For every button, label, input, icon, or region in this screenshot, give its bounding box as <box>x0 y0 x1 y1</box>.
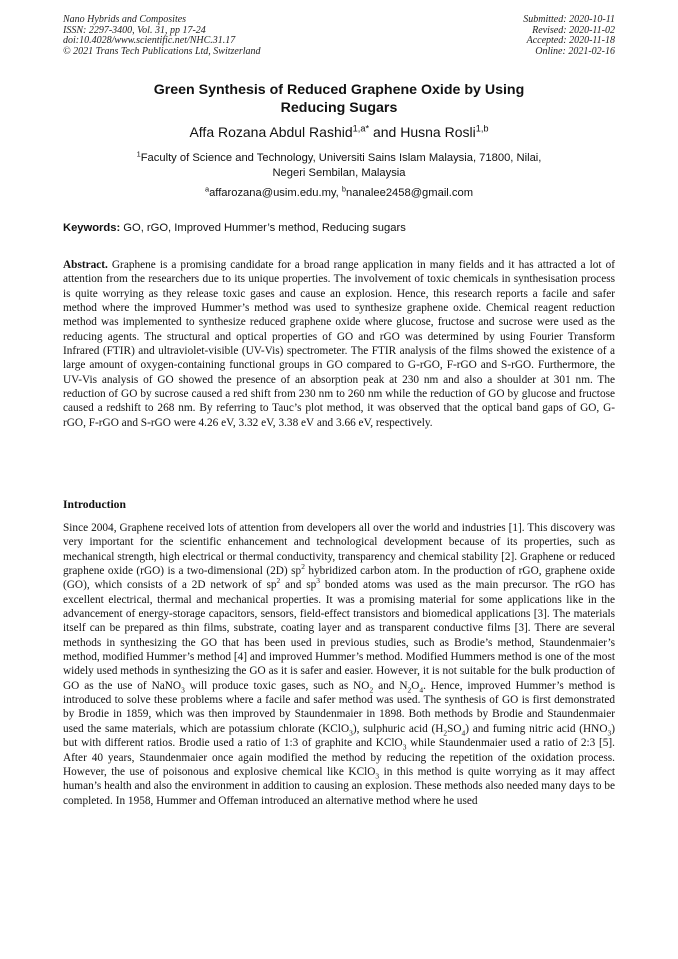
affiliation-marker: 1 <box>136 149 141 159</box>
intro-text: ) but with different ratios. Brodie used a ratio of 1:3 of graphite and KClO <box>63 722 615 750</box>
abstract-label: Abstract. <box>63 259 108 271</box>
intro-sub: 2 <box>443 728 448 738</box>
intro-text: hybridized carbon atom. In the production of rGO, graphene oxide (GO), which consists of a 2D network of sp <box>63 565 615 592</box>
date-submitted: Submitted: 2020-10-11 <box>523 14 615 25</box>
keywords <box>63 221 615 235</box>
intro-sup: 3 <box>316 576 320 586</box>
author-list <box>63 123 615 141</box>
author-1-affiliation: 1,a* <box>352 123 370 134</box>
email-a-marker: a <box>204 184 210 194</box>
intro-sub: 3 <box>349 728 353 738</box>
date-online: Online: 2021-02-16 <box>535 45 615 57</box>
intro-text: will produce toxic gases, such as NO <box>184 679 370 692</box>
intro-text: O <box>411 679 420 692</box>
abstract <box>63 258 615 430</box>
intro-text: Since 2004, Graphene received lots of attention from developers all over the world and industries [1]. This discovery was very important for the scientific enhancement and technological development because of its properties, such as mechanical strength, high electrical or thermal conductivity, transparency and chemical stability [2]. Graphene or reduced graphene oxide (rGO) is a two-dimensional (2D) sp <box>63 522 615 578</box>
intro-sub: 2 <box>369 685 374 695</box>
author-1-name: Affa Rozana Abdul Rashid <box>189 124 353 140</box>
date-accepted: Accepted: 2020-11-18 <box>526 35 615 47</box>
affiliation <box>63 151 615 182</box>
introduction-heading: Introduction <box>63 498 126 511</box>
intro-text: ) and fuming nitric acid (HNO <box>465 722 608 735</box>
intro-text: and N <box>373 679 408 692</box>
date-revised: Revised: 2020-11-02 <box>532 24 615 36</box>
intro-text: . Hence, improved Hummer’s method is introduced to solve these problems where a facile and safer method was used. The synthesis of GO is first demonstrated by Brodie in 1859, which was then improved by Staundenmaier in 1898. Both methods by Brodie and Staundenmaier used the same materials, which are potassium chlorate (KClO <box>63 679 616 735</box>
email-b-marker: b <box>341 184 346 194</box>
title-line-2: Reducing Sugars <box>280 99 398 116</box>
introduction-body <box>63 521 615 808</box>
author-connector: and <box>369 124 401 140</box>
intro-sub: 3 <box>607 728 612 738</box>
title-line-1: Green Synthesis of Reduced Graphene Oxide by Using <box>153 82 525 98</box>
intro-sub: 2 <box>407 685 412 695</box>
affiliation-line-2: Negeri Sembilan, Malaysia <box>272 167 406 180</box>
affiliation-line-1: Faculty of Science and Technology, Universiti Sains Islam Malaysia, 71800, Nilai, <box>140 152 542 164</box>
author-2-affiliation: 1,b <box>475 123 489 134</box>
submission-dates <box>523 15 615 57</box>
paper-title <box>63 82 615 117</box>
intro-text: SO <box>447 722 462 735</box>
keywords-text: GO, rGO, Improved Hummer’s method, Reducing sugars <box>120 222 406 234</box>
abstract-text: Graphene is a promising candidate for a broad range application in many fields and it has attracted a lot of attention from the researchers due to its unique properties. The involvement of toxic chemicals in synthesisation process is quite worrying as they release toxic gases and cause an explosion. Hence, this research reports a facile and safer method where the improved Hummer’s method was used to synthesize graphene oxide. Chemical reagent reduction method was implemented to synthesize reduced graphene oxide where glucose, fructose and sucrose were used as the reducing agents. The structural and optical properties of GO and rGO was determined by using Fourier Transform Infrared (FTIR) and ultraviolet-visible (UV-Vis) spectrometer. The FTIR analysis of the films showed the existence of a large amount of oxygen-containing functional groups in GO compared to G-rGO, F-rGO and S-rGO. Furthermore, the UV-Vis analysis of GO showed the presence of an absorption peak at 230 nm and also a shoulder at 301 nm. The reduction of GO by sucrose caused a red shift from 230 nm to 260 nm while the reduction of GO by glucose and fructose caused a redshift to 268 nm. By referring to Tauc’s plot method, it was observed that the optical band gaps of GO, G-rGO, F-rGO and S-rGO were 4.26 eV, 3.32 eV, 3.38 eV and 3.66 eV, respectively. <box>63 259 615 429</box>
author-emails <box>63 186 615 200</box>
intro-text: and sp <box>280 579 317 592</box>
intro-sup: 2 <box>301 562 305 572</box>
intro-sub: 4 <box>419 685 424 695</box>
intro-sub: 4 <box>461 728 466 738</box>
journal-issn: ISSN: 2297-3400, Vol. 31, pp 17-24 <box>63 24 206 36</box>
intro-text: while Staundenmaier used a ratio of 2:3 [5]. After 40 years, Staundenmaier once again modified the method by reducing the repetition of the oxidation process. However, the use of poisonous and explosive chemical like KClO <box>63 737 615 778</box>
intro-sub: 3 <box>375 771 380 781</box>
keywords-label: Keywords: <box>63 222 121 234</box>
intro-sub: 3 <box>402 742 407 752</box>
journal-doi: doi:10.4028/www.scientific.net/NHC.31.17 <box>63 35 236 47</box>
intro-sup: 2 <box>276 576 281 586</box>
journal-copyright: © 2021 Trans Tech Publications Ltd, Switzerland <box>63 45 261 57</box>
email-b[interactable]: nanalee2458@gmail.com <box>346 187 474 199</box>
intro-text: ), sulphuric acid (H <box>352 722 444 735</box>
email-a[interactable]: affarozana@usim.edu.my, <box>209 187 342 199</box>
author-2-name: Husna Rosli <box>400 124 476 140</box>
journal-name: Nano Hybrids and Composites <box>63 14 187 25</box>
journal-info <box>63 15 261 57</box>
intro-sub: 3 <box>181 685 185 695</box>
intro-text: in this method is quite worrying as it may affect human’s health and also the environment in addition to causing an explosion. These methods also needed many days to be completed. In 1958, Hummer and Offeman introduced an alternative method where he used <box>63 765 615 807</box>
intro-text: bonded atoms was used as the main precursor. The rGO has excellent electrical, thermal and mechanical properties. It was a promising material for some applications like in the advancement of energy-storage capacitors, sensors, field-effect transistors and biomedical applications [3]. The materials itself can be prepared as thin films, substrate, coating layer and as transparent conductive films [3]. There are several methods in synthesizing the GO that has been used in previous studies, such as Brodie’s method, Staundenmaier’s method, modified Hummer’s method [4] and improved Hummer’s method. Modified Hummers method is one of the most widely used methods in synthesizing the GO as it is safer and easier. However, it is not suitable for the bulk production of GO as the use of NaNO <box>63 579 615 692</box>
